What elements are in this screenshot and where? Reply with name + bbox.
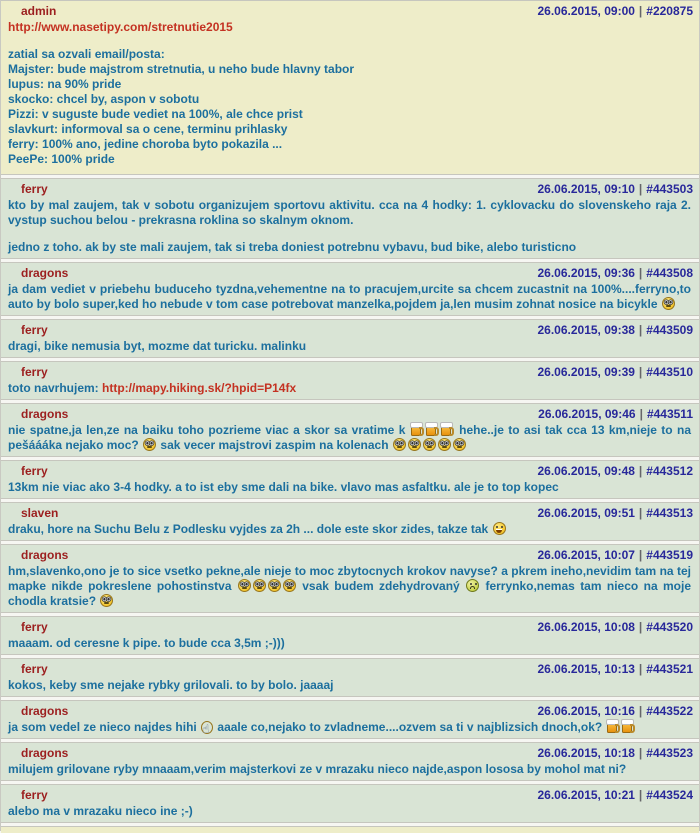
post-paragraph: skocko: chcel by, aspon v sobotu [8,92,200,106]
post-body [1,380,699,399]
dizzy-emoji [283,579,296,592]
post-date: 26.06.2015, 09:38 [537,323,635,337]
post-id[interactable]: #443524 [646,788,693,802]
post-author[interactable]: dragons [21,746,69,760]
post-paragraph [8,35,691,47]
post-paragraph: ja dam vediet v priebehu buduceho tyzdna,vehementne na to pracujem,urcite sa chcem zucastnit na 100%....ferryno,to auto by bolo super,ked ho nebude v tom case potrebovat manzelka,pojdem ja,len musim zohnat nosice na bicykle [8,282,691,311]
post-author[interactable]: dragons [21,704,69,718]
post-id[interactable]: #443512 [646,464,693,478]
post-date: 26.06.2015, 09:46 [538,407,636,421]
post [1,544,699,613]
post-header [1,743,699,761]
post-paragraph: dragi, bike nemusia byt, mozme dat turicku. malinku [8,339,307,353]
post-date: 26.06.2015, 09:36 [537,266,635,280]
post-date: 26.06.2015, 09:51 [537,506,635,520]
post-paragraph: Majster: bude majstrom stretnutia, u neho bude hlavny tabor [8,62,355,76]
post-author[interactable]: ferry [21,365,48,379]
dizzy-emoji [423,438,436,451]
meta-separator: | [638,365,643,379]
beer-emoji [441,423,451,436]
dizzy-emoji [143,438,156,451]
post-id[interactable]: #443503 [646,182,693,196]
post-author[interactable]: ferry [21,182,48,196]
post-date: 26.06.2015, 10:18 [537,746,635,760]
meta-separator: | [638,182,643,196]
post-body [1,677,699,696]
post-body [1,479,699,498]
dizzy-emoji [253,579,266,592]
post-id[interactable]: #443519 [646,548,693,562]
beer-emoji [622,720,632,733]
dizzy-emoji [408,438,421,451]
post-body [1,563,699,612]
post-body [1,422,699,456]
grin-emoji [493,522,506,535]
post-paragraph: toto navrhujem: http://mapy.hiking.sk/?hpid=P14fx [8,381,297,395]
beer-emoji [426,423,436,436]
post-author[interactable]: admin [21,4,57,18]
post-link[interactable]: http://mapy.hiking.sk/?hpid=P14fx [102,381,297,395]
post-id[interactable]: #443509 [646,323,693,337]
post-body [1,803,699,822]
post-meta [538,662,694,677]
post-paragraph: slavkurt: informoval sa o cene, terminu prihlasky [8,122,288,136]
post-date: 26.06.2015, 10:16 [537,704,635,718]
meta-separator: | [638,4,643,18]
post-author[interactable]: ferry [21,662,48,676]
meta-separator: | [638,788,643,802]
post-author[interactable]: slaven [21,506,59,520]
post-body [1,761,699,780]
meta-separator: | [638,704,643,718]
meta-separator: | [639,407,643,421]
post-paragraph: alebo ma v mrazaku nieco ine ;-) [8,804,193,818]
post-header [1,263,699,281]
post [1,0,699,175]
post-body [1,719,699,738]
post-id[interactable]: #443510 [646,365,693,379]
post [1,658,699,697]
post-meta [538,746,694,761]
post-meta [538,506,694,521]
post-meta [538,266,694,281]
post-body [1,635,699,654]
post-author[interactable]: dragons [21,266,69,280]
post-date: 26.06.2015, 10:13 [537,662,635,676]
post-author[interactable]: ferry [21,788,48,802]
post [1,460,699,499]
post-body [1,338,699,357]
post-header [1,659,699,677]
post [1,361,699,400]
post-header [1,320,699,338]
post-date: 26.06.2015, 10:08 [537,620,635,634]
next-post-partial [1,826,699,833]
post-paragraph: draku, hore na Suchu Belu z Podlesku vyjdes za 2h ... dole este skor zides, takze tak [8,522,691,537]
post-date: 26.06.2015, 09:00 [537,4,635,18]
post-header [1,362,699,380]
post [1,616,699,655]
post-header [1,404,699,422]
meta-separator: | [638,662,643,676]
beer-emoji [607,720,617,733]
post-meta [538,620,694,635]
post-paragraph [8,20,691,35]
post-meta [538,323,694,338]
dizzy-emoji [268,579,281,592]
meta-separator: | [638,548,643,562]
beer-emoji [411,423,421,436]
post-author[interactable]: dragons [21,548,69,562]
post-id[interactable]: #443508 [646,266,693,280]
post-paragraph: PeePe: 100% pride [8,152,115,166]
post-meta [538,548,694,563]
post-paragraph: jedno z toho. ak by ste mali zaujem, tak si treba doniest potrebnu vybavu, bud bike, alebo turisticno [8,240,577,254]
post-paragraph: 13km nie viac ako 3-4 hodky. a to ist eby sme dali na bike. vlavo mas asfaltku. ale je to top kopec [8,480,559,494]
post-id[interactable]: #220875 [646,4,693,18]
post-paragraph: kokos, keby sme nejake rybky grilovali. to by bolo. jaaaaj [8,678,334,692]
dizzy-emoji [438,438,451,451]
meta-separator: | [638,620,643,634]
post-header [1,503,699,521]
post-header [1,1,699,19]
thumb-emoji [201,721,213,734]
post-paragraph: Pizzi: v suguste bude vediet na 100%, ale chce prist [8,107,303,121]
post-paragraph: kto by mal zaujem, tak v sobotu organizujem sportovu aktivitu. cca na 4 hodky: 1. cyklovacku do slovenskeho raja 2. vystup suchou belou - prekrasna roklina so skalnym oknom. [8,198,691,227]
post-author[interactable]: ferry [21,620,48,634]
post [1,742,699,781]
post-paragraph: ferry: 100% ano, jedine choroba byto pokazila ... [8,137,283,151]
post-date: 26.06.2015, 09:10 [537,182,635,196]
post-header [1,785,699,803]
post-date: 26.06.2015, 09:39 [537,365,635,379]
post-header [1,701,699,719]
meta-separator: | [638,464,643,478]
post-id[interactable]: #443513 [646,506,693,520]
dizzy-emoji [100,594,113,607]
dizzy-emoji [453,438,466,451]
post-paragraph [8,228,691,240]
post-meta [538,704,694,719]
post [1,700,699,739]
dizzy-emoji [393,438,406,451]
post-author[interactable]: ferry [21,323,48,337]
post-author[interactable]: ferry [21,464,48,478]
post-date: 26.06.2015, 10:21 [537,788,635,802]
post-meta [538,182,694,197]
post-id[interactable]: #443521 [646,662,693,676]
meta-separator: | [638,323,643,337]
meta-separator: | [638,266,643,280]
post-meta [538,788,694,803]
post-paragraph: zatial sa ozvali email/posta: [8,47,165,61]
post [1,403,699,457]
post-paragraph: milujem grilovane ryby mnaaam,verim majsterkovi ze v mrazaku nieco najde,aspon lososa by mohol mat ni? [8,762,627,776]
post-id[interactable]: #443523 [646,746,693,760]
post-date: 26.06.2015, 09:48 [537,464,635,478]
post-header [1,179,699,197]
post-header [1,617,699,635]
post-id[interactable]: #443520 [646,620,693,634]
post-paragraph: ja som vedel ze nieco najdes hihi ☝ aaale co,nejako to zvladneme....ozvem sa ti v najblizsich dnoch,ok? [8,720,691,735]
post [1,262,699,316]
post-id[interactable]: #443511 [646,407,693,421]
post-paragraph: lupus: na 90% pride [8,77,122,91]
post [1,784,699,823]
post-body [1,281,699,315]
post-paragraph: maaam. od ceresne k pipe. to bude cca 3,5m ;-))) [8,636,285,650]
meta-separator: | [638,746,643,760]
meta-separator: | [638,506,643,520]
post-header [1,461,699,479]
post-date: 26.06.2015, 10:07 [537,548,635,562]
post [1,502,699,541]
post-paragraph: nie spatne,ja len,ze na baiku toho pozrieme viac a skor sa vratime k hehe..je to asi tak cca 13 km,nieje to na pešáááka nejako moc? sak vecer majstrovi zaspim na kolenach [8,423,692,452]
post-meta [538,407,693,422]
dizzy-emoji [662,297,675,310]
post-paragraph: hm,slavenko,ono je to sice vsetko pekne,ale nieje to moc zbytocnych krokov navyse? a pkrem ineho,nevidim tam na tej mapke nikde pokreslene pohostinstva vsak budem zdehydrovaný ferrynko,nemas tam nieco na moje chodla kratsie? [8,564,691,608]
post-author[interactable]: dragons [21,407,69,421]
post-header [1,545,699,563]
post [1,178,699,259]
post-meta [538,4,694,19]
post [1,319,699,358]
dizzy-emoji [238,579,251,592]
post-body [1,197,699,258]
post-meta [538,464,694,479]
post-body [1,521,699,540]
post-link[interactable]: http://www.nasetipy.com/stretnutie2015 [8,20,233,34]
post-list [1,0,699,823]
sick-emoji [466,579,479,592]
post-id[interactable]: #443522 [646,704,693,718]
post-meta [538,365,694,380]
post-body [1,19,699,174]
